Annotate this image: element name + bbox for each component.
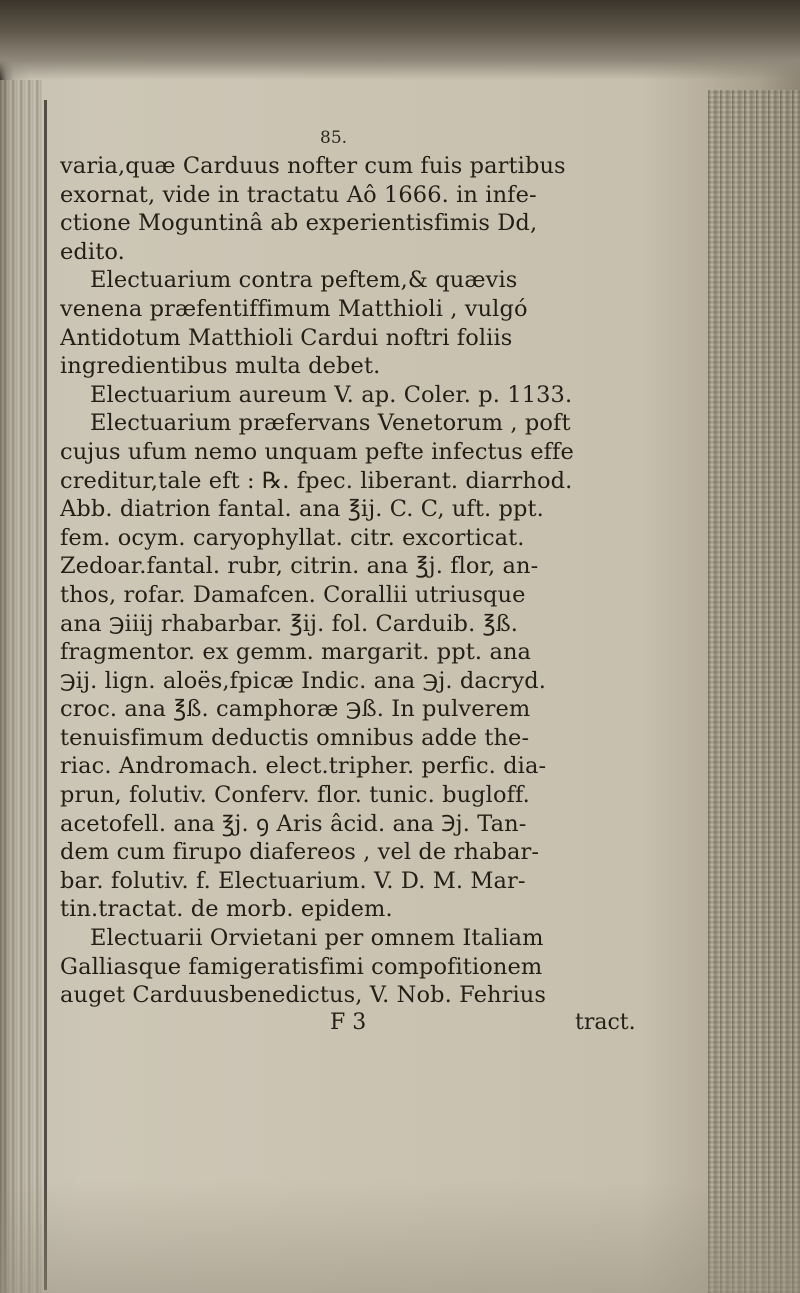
text-line: ctione Moguntinâ ab experientisfimis Dd, (60, 210, 538, 237)
text-line: Electuarium aureum V. ap. Coler. p. 1133. (90, 381, 573, 408)
text-line: tin.tractat. de morb. epidem. (60, 896, 393, 923)
text-line: Antidotum Matthioli Cardui noftri foliis (60, 324, 513, 351)
signature-mark: F 3 (330, 1010, 367, 1035)
text-line: auget Carduusbenedictus, V. Nob. Fehrius (60, 982, 546, 1009)
text-line: creditur,tale eft : ℞. fpec. liberant. diarrhod. (60, 467, 573, 494)
text-line: acetofell. ana ℥j. ꝯ Aris âcid. ana ℈j. Tan- (60, 810, 527, 837)
page-number: 85. (320, 128, 348, 148)
text-line: riac. Andromach. elect.tripher. perfic. dia- (60, 753, 547, 780)
text-line: bar. folutiv. f. Electuarium. V. D. M. Mar- (60, 867, 526, 894)
text-line: croc. ana ℥ß. camphoræ ℈ß. In pulverem (60, 696, 531, 723)
text-line: venena præfentiffimum Matthioli , vulgó (60, 295, 528, 322)
gutter-rule (44, 100, 47, 1290)
text-line: fem. ocym. caryophyllat. citr. excorticat. (60, 524, 525, 551)
text-line: edito. (60, 238, 125, 265)
text-line: ℈ij. lign. aloës,fpicæ Indic. ana ℈j. dacryd. (60, 667, 547, 694)
text-line: ingredientibus multa debet. (60, 353, 381, 380)
text-line: exornat, vide in tractatu Aô 1666. in infe- (60, 181, 537, 208)
binding-edge (0, 80, 42, 1293)
text-line: Galliasque famigeratisfimi compofitionem (60, 953, 543, 980)
text-line: cujus ufum nemo unquam pefte infectus effe (60, 438, 574, 465)
body-text (60, 152, 700, 1010)
text-line: ana ℈iiij rhabarbar. ℥ij. fol. Carduib. ℥ß. (60, 610, 519, 637)
bottom-shadow (0, 1180, 800, 1293)
text-line: Electuarii Orvietani per omnem Italiam (90, 925, 544, 952)
text-line: prun, folutiv. Conferv. flor. tunic. bugloff. (60, 782, 530, 809)
text-line: Abb. diatrion fantal. ana ℥ij. C. C, uft. ppt. (60, 496, 544, 523)
text-line: fragmentor. ex gemm. margarit. ppt. ana (60, 639, 532, 666)
text-line: Electuarium contra peftem,& quævis (90, 267, 518, 294)
text-line: thos, rofar. Damafcen. Corallii utriusque (60, 581, 526, 608)
page-footer (60, 1010, 700, 1040)
text-line: varia,quæ Carduus nofter cum fuis partibus (60, 153, 566, 179)
text-line: Zedoar.fantal. rubr, citrin. ana ℥j. flor, an- (60, 553, 539, 580)
text-line: dem cum firupo diafereos , vel de rhabar- (60, 839, 540, 866)
page-top-shadow (0, 0, 800, 80)
text-line: tenuisfimum deductis omnibus adde the- (60, 724, 530, 751)
page-edges-shading (708, 90, 800, 1293)
catchword: tract. (575, 1010, 636, 1035)
text-line: Electuarium præfervans Venetorum , poft (90, 410, 571, 437)
